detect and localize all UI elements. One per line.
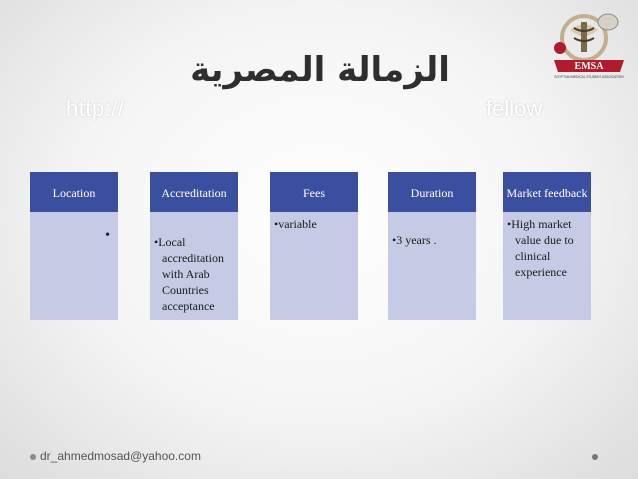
watermark-url: http:// <box>66 96 125 121</box>
logo-flag <box>598 14 618 30</box>
column-header: Accreditation <box>150 172 238 214</box>
logo-red-dot <box>554 42 566 54</box>
column-body-text: •3 years . <box>392 233 437 247</box>
logo-subtitle: EGYPTIAN MEDICAL STUDENT ASSOCIATION <box>554 75 624 79</box>
column-header: Market feedback <box>503 172 591 214</box>
footer-email: dr_ahmedmosad@yahoo.com <box>40 449 201 463</box>
column-body <box>150 212 238 320</box>
logo-staff <box>581 22 587 52</box>
watermark-suffix: fellow <box>486 96 543 121</box>
column-header: Location <box>30 172 118 214</box>
column-body <box>270 212 358 320</box>
column-body <box>503 212 591 320</box>
empty-bullet: • <box>105 228 110 243</box>
logo-text: EMSA <box>574 61 604 72</box>
footer-bullet-dot <box>30 454 36 460</box>
emsa-logo <box>548 8 630 80</box>
column-body-text: •Local accreditation with Arab Countries acceptance <box>154 235 224 313</box>
column-body-text: •High market value due to clinical experience <box>507 217 574 279</box>
footer-dot <box>592 454 598 460</box>
slide-title: الزمالة المصرية <box>190 50 450 90</box>
column-header: Duration <box>388 172 476 214</box>
column-body <box>30 212 118 320</box>
column-body-text: •variable <box>274 217 317 231</box>
column-body <box>388 212 476 320</box>
column-header: Fees <box>270 172 358 214</box>
